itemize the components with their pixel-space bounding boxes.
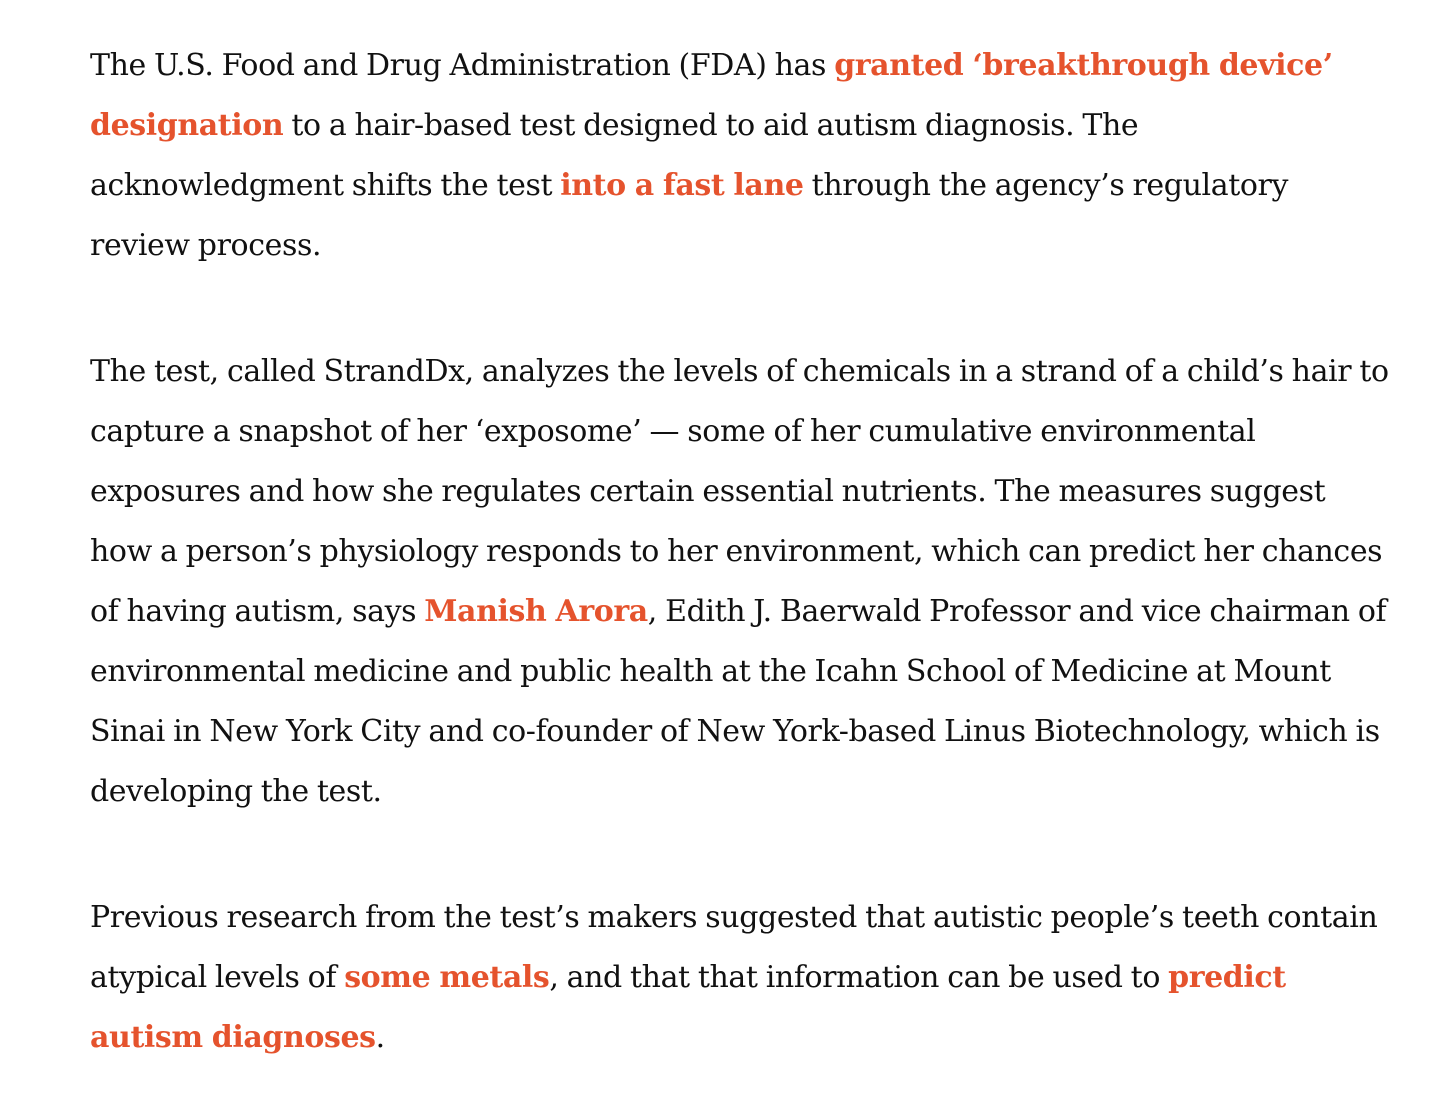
link-fast-lane[interactable]: into a fast lane xyxy=(560,168,804,203)
paragraph-text: to a hair-based test designed to aid autism diagnosis. The acknowledgment shifts the test xyxy=(90,108,1139,203)
paragraph-stranddx xyxy=(90,342,1390,822)
article-body xyxy=(90,36,1390,1068)
paragraph-text: , and that that information can be used to xyxy=(549,960,1169,995)
paragraph-previous-research xyxy=(90,888,1390,1068)
link-some-metals[interactable]: some metals xyxy=(344,960,550,995)
link-predict-autism-diagnoses[interactable]: predict autism diagnoses xyxy=(90,960,1286,1055)
link-manish-arora[interactable]: Manish Arora xyxy=(424,594,648,629)
paragraph-text: The test, called StrandDx, analyzes the levels of chemicals in a strand of a child’s hair to capture a snapshot of her ‘exposome’ — some of her cumulative environmental exposures and how she regulates certain essential nutrients. The measures suggest how a person’s physiology responds to her environment, which can predict her chances of having autism, says xyxy=(90,354,1389,629)
paragraph-text: through the agency’s regulatory review process. xyxy=(90,168,1289,263)
paragraph-text: , Edith J. Baerwald Professor and vice chairman of environmental medicine and public health at the Icahn School of Medicine at Mount Sinai in New York City and co-founder of New York-based Linus Biotechnology, which is developing the test. xyxy=(90,594,1387,809)
paragraph-fda-designation xyxy=(90,36,1390,276)
link-breakthrough-device-designation[interactable]: granted ‘breakthrough device’ designation xyxy=(90,48,1333,143)
paragraph-text: The U.S. Food and Drug Administration (FDA) has xyxy=(90,48,835,83)
paragraph-text: Previous research from the test’s makers suggested that autistic people’s teeth contain atypical levels of xyxy=(90,900,1378,995)
paragraph-text: . xyxy=(375,1020,385,1055)
